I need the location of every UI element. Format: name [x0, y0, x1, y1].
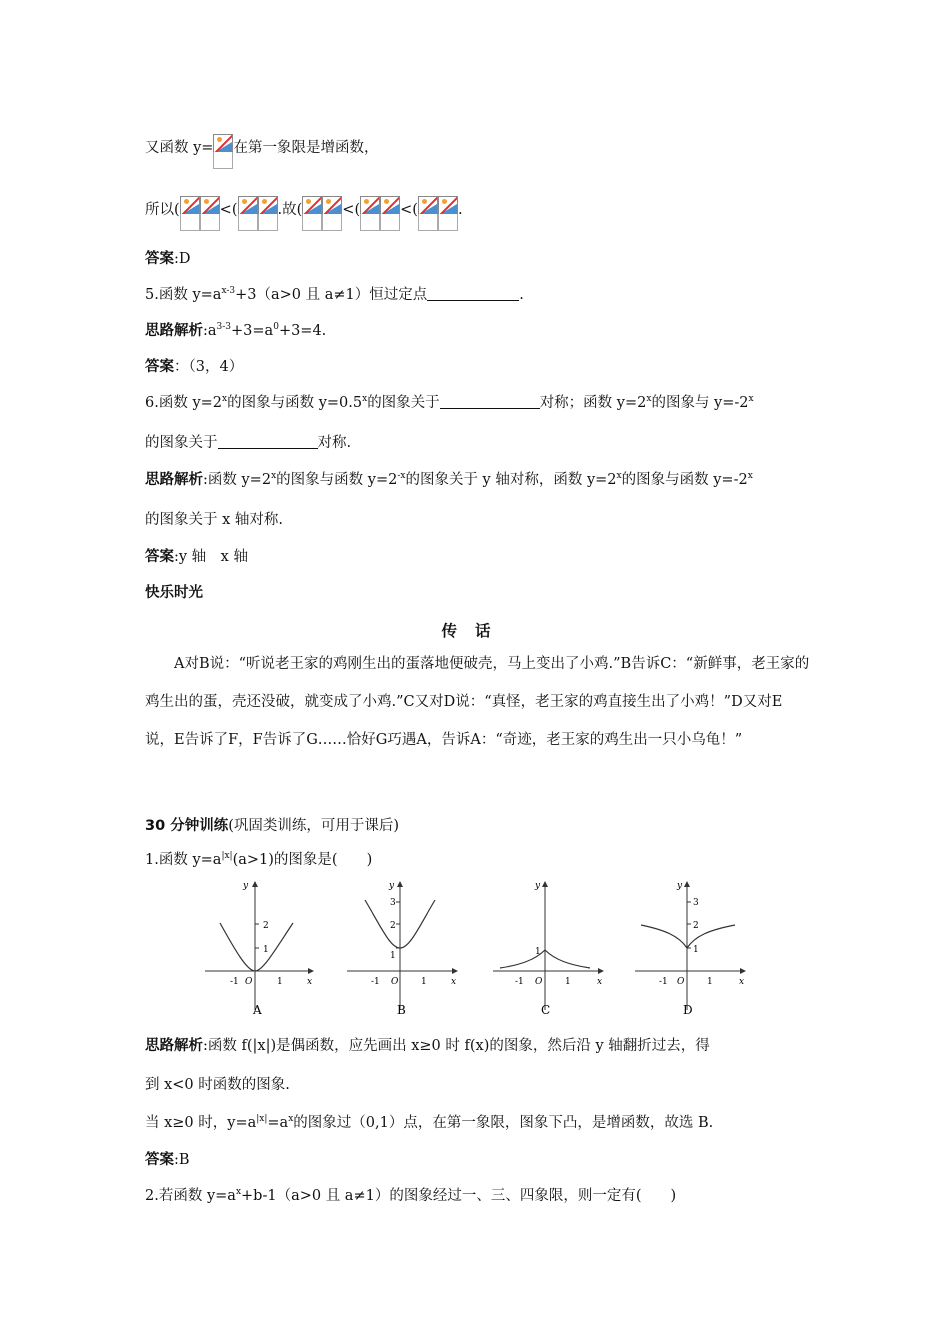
solution-1-line1: 思路解析:函数 f(|x|)是偶函数，应先画出 x≥0 时 f(x)的图象，然后沿 y 轴翻折过去，得 — [145, 1038, 710, 1054]
answer-5: 答案：（3，4） — [145, 359, 244, 375]
svg-text:x: x — [451, 977, 457, 987]
svg-text:x: x — [597, 977, 603, 987]
question-1: 1.函数 $y=a^{|x|}(a>1)$的图象是( ) — [145, 851, 373, 868]
svg-text:-1: -1 — [371, 977, 380, 987]
answer-blank[interactable] — [440, 394, 540, 409]
answer-6: 答案:y 轴 x 轴 — [145, 549, 248, 565]
formula-image-icon — [200, 196, 220, 232]
answer-blank[interactable] — [218, 434, 318, 449]
svg-text:2: 2 — [263, 921, 269, 931]
graph-d[interactable] — [635, 881, 745, 1017]
story-title: 传话 — [441, 621, 509, 640]
svg-text:y: y — [535, 881, 541, 891]
svg-text:-1: -1 — [230, 977, 239, 987]
formula-image-icon — [238, 196, 258, 232]
formula-image-icon — [258, 196, 278, 232]
svg-text:y: y — [677, 881, 683, 891]
line-comparison: 所以( <( .故( <( <( . — [145, 196, 463, 232]
answer-1: 答案:B — [145, 1152, 190, 1168]
formula-image-icon — [418, 196, 438, 232]
svg-text:3: 3 — [693, 898, 699, 908]
formula-image-icon — [360, 196, 380, 232]
graph-b[interactable] — [347, 881, 457, 1017]
question-5: 5.函数 $y=a^{x-3}+3(a>0$ 且 a≠1）恒过定点 . — [145, 286, 524, 303]
solution-1-line2: 到 x<0 时函数的图象. — [145, 1077, 290, 1093]
graph-a[interactable] — [205, 881, 313, 1017]
svg-text:y: y — [389, 881, 395, 891]
answer-d: 答案:D — [145, 251, 191, 267]
svg-text:3: 3 — [390, 898, 396, 908]
svg-text:2: 2 — [693, 921, 699, 931]
graph-options-figure — [195, 870, 755, 1030]
svg-text:O: O — [677, 977, 685, 987]
formula-image-icon — [380, 196, 400, 232]
formula-image-icon — [438, 196, 458, 232]
svg-text:1: 1 — [565, 977, 571, 987]
svg-text:1: 1 — [421, 977, 427, 987]
solution-6-line2: 的图象关于 x 轴对称. — [145, 512, 284, 528]
question-2: 2.若函数 $y=a^x+b-1(a>0$ 且 a≠1）的图象经过一、三、四象限，则一定有( ) — [145, 1187, 677, 1204]
solution-5: 思路解析$:a^{3-3}+3=a^0+3=4$. — [145, 322, 327, 339]
svg-text:y: y — [243, 881, 249, 891]
line-increasing-function: 又函数 y= 在第一象限是增函数， — [145, 134, 378, 170]
svg-text:1: 1 — [277, 977, 283, 987]
svg-text:-1: -1 — [659, 977, 668, 987]
option-label: A — [253, 1003, 262, 1017]
graph-c[interactable] — [493, 881, 603, 1017]
svg-text:O: O — [391, 977, 399, 987]
svg-text:1: 1 — [390, 951, 396, 961]
formula-image-icon — [180, 196, 200, 232]
happy-time-heading: 快乐时光 — [145, 585, 203, 601]
svg-text:-1: -1 — [515, 977, 524, 987]
svg-text:1: 1 — [535, 947, 541, 957]
option-label: C — [541, 1003, 551, 1017]
svg-text:x: x — [307, 977, 313, 987]
svg-text:2: 2 — [390, 921, 396, 931]
solution-6-line1: 思路解析:函数 $y=2^x$的图象与函数 $y=2^{-x}$的图象关于 y 轴对称，函数 $y=2^x$的图象与函数 $y=-2^x$ — [145, 471, 753, 488]
question-6-line1: 6.函数 $y=2^x$的图象与函数 $y=0.5^x$的图象关于 对称；函数 $y=2^x$的图象与 $y=-2^x$ — [145, 394, 754, 411]
formula-image-icon — [302, 196, 322, 232]
formula-image-icon — [322, 196, 342, 232]
formula-image-icon — [213, 134, 233, 170]
svg-text:1: 1 — [707, 977, 713, 987]
solution-1-line3: 当 x≥0 时，$y=a^{|x|}=a^x$的图象过（0,1）点，在第一象限，图象下凸，是增函数，故选 B. — [145, 1114, 714, 1131]
svg-text:1: 1 — [693, 945, 699, 955]
answer-blank[interactable] — [427, 286, 519, 301]
story-text: A对B说：“听说老王家的鸡刚生出的蛋落地便破壳，马上变出了小鸡.”B告诉C：“新鲜事，老王家的鸡生出的蛋，壳还没破，就变成了小鸡.”C又对D说：“真怪，老王家的鸡直接生出了小鸡！”D又对E说，E告诉了F，F告诉了G……恰好G巧遇A，告诉A：“奇迹，老王家的鸡生出一只小乌龟！” — [145, 656, 810, 748]
question-6-line2: 的图象关于 对称. — [145, 435, 352, 451]
svg-text:O: O — [245, 977, 253, 987]
option-label: D — [683, 1003, 693, 1017]
svg-text:x: x — [739, 977, 745, 987]
svg-text:O: O — [535, 977, 543, 987]
svg-text:1: 1 — [263, 945, 269, 955]
option-label: B — [397, 1003, 406, 1017]
section-heading: 30 分钟训练(巩固类训练，可用于课后) — [145, 818, 400, 834]
